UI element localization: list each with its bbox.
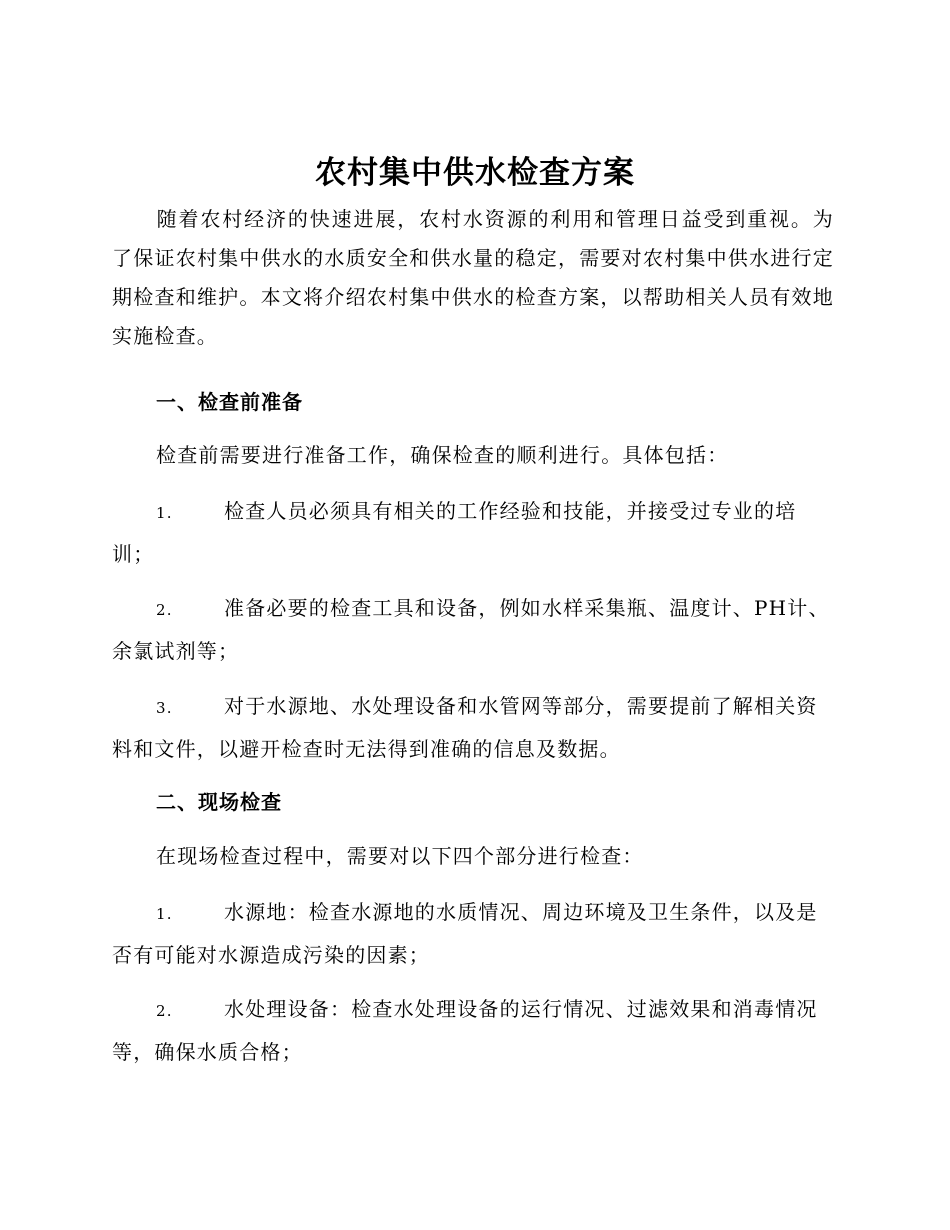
list-item [112, 892, 834, 976]
section-lead-preparation: 检查前需要进行准备工作，确保检查的顺利进行。具体包括： [156, 443, 729, 467]
list-item [112, 686, 834, 770]
list-item-number: 2. [156, 601, 173, 619]
list-item [112, 588, 834, 672]
list-item [112, 989, 834, 1073]
list-item-number: 1. [156, 504, 173, 522]
list-item [112, 491, 834, 575]
list-item-number: 2. [156, 1002, 173, 1020]
list-item-text: 水处理设备：检查水处理设备的运行情况、过滤效果和消毒情况等，确保水质合格； [112, 997, 818, 1064]
list-item-number: 3. [156, 699, 173, 717]
list-item-number: 1. [156, 905, 173, 923]
list-item-text: 对于水源地、水处理设备和水管网等部分，需要提前了解相关资料和文件，以避开检查时无法得到准确的信息及数据。 [112, 694, 818, 761]
intro-text: 随着农村经济的快速进展，农村水资源的利用和管理日益受到重视。为了保证农村集中供水的水质安全和供水量的稳定，需要对农村集中供水进行定期检查和维护。本文将介绍农村集中供水的检查方案，以帮助相关人员有效地实施检查。 [112, 207, 834, 348]
list-item-text: 检查人员必须具有相关的工作经验和技能，并接受过专业的培训； [112, 499, 797, 566]
list-item-text: 准备必要的检查工具和设备，例如水样采集瓶、温度计、PH计、余氯试剂等； [112, 596, 830, 663]
document-title: 农村集中供水检查方案 [315, 155, 635, 191]
section-lead-onsite: 在现场检查过程中，需要对以下四个部分进行检查： [156, 844, 644, 868]
section-heading-onsite: 二、现场检查 [156, 790, 282, 814]
section-heading-preparation: 一、检查前准备 [156, 390, 303, 414]
intro-paragraph [112, 200, 834, 356]
list-item-text: 水源地：检查水源地的水质情况、周边环境及卫生条件，以及是否有可能对水源造成污染的因素； [112, 900, 818, 967]
